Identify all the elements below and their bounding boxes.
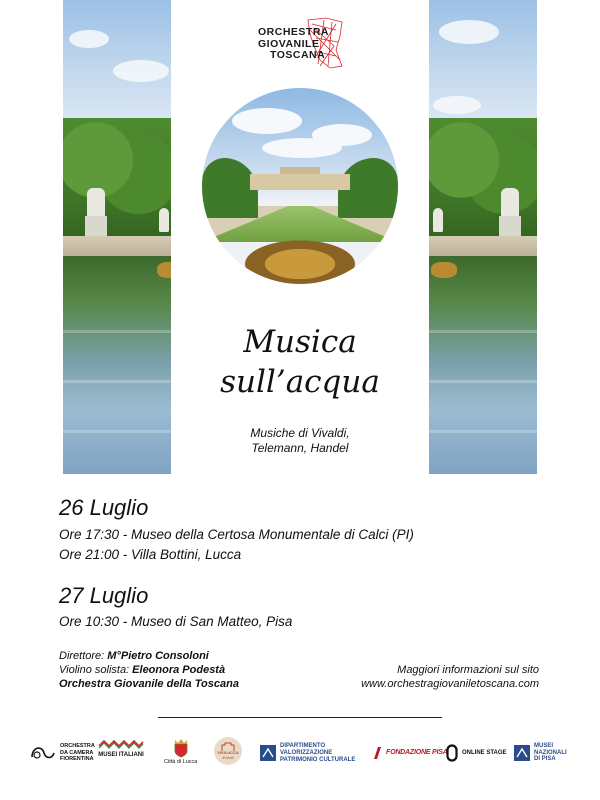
date-heading: 27 Luglio xyxy=(59,583,149,608)
dipartimento-line1: DIPARTIMENTO xyxy=(280,742,326,749)
dipartimento-line3: PATRIMONIO CULTURALE xyxy=(280,756,356,763)
director-credit xyxy=(59,650,209,662)
right-photo-panel xyxy=(429,0,537,474)
sponsor-lucca xyxy=(164,738,197,768)
event-line: Ore 10:30 - Museo di San Matteo, Pisa xyxy=(59,614,293,629)
dipartimento-line2: VALORIZZAZIONE xyxy=(280,749,333,756)
online-stage-label: ONLINE STAGE xyxy=(462,749,507,756)
sponsor-ocf xyxy=(30,738,95,768)
sponsor-musei-italiani xyxy=(98,738,144,768)
ocf-line3: FIORENTINA xyxy=(60,756,94,763)
lucca-label: Città di Lucca xyxy=(164,759,198,765)
vivilucca-badge xyxy=(214,737,242,765)
title-line1: Musica xyxy=(243,324,357,360)
concert-subtitle xyxy=(200,426,400,456)
ocf-line2: DA CAMERA xyxy=(60,749,94,756)
event-line: Ore 21:00 - Villa Bottini, Lucca xyxy=(59,547,242,562)
soloist-name: Eleonora Podestà xyxy=(132,664,226,676)
musei-nazionali-line2: NAZIONALI xyxy=(534,749,567,756)
logo-line2: GIOVANILE xyxy=(258,37,320,50)
soloist-credit xyxy=(59,664,225,676)
vivilucca-line2: Eventi xyxy=(222,754,234,760)
logo-line1: ORCHESTRA xyxy=(258,26,330,38)
event-line: Ore 17:30 - Museo della Certosa Monumentale di Calci (PI) xyxy=(59,527,414,542)
musei-nazionali-line3: DI PISA xyxy=(534,756,556,763)
musei-nazionali-line1: MUSEI xyxy=(534,743,554,750)
violin-scroll-icon xyxy=(30,743,56,763)
vivilucca-line1: VIVILUCCA xyxy=(217,750,239,755)
ministry-logo-icon xyxy=(260,745,276,761)
sponsor-online-stage xyxy=(446,738,507,768)
subtitle-line1: Musiche di Vivaldi, xyxy=(250,426,350,440)
lucca-crest-icon xyxy=(172,738,190,758)
divider xyxy=(158,717,442,718)
musei-italiani-wave-icon xyxy=(98,738,144,750)
info-label: Maggiori informazioni sul sito xyxy=(397,664,539,676)
fondazione-mark-icon xyxy=(372,746,382,760)
website-link[interactable]: www.orchestragiovaniletoscana.com xyxy=(361,678,539,690)
director-label: Direttore: xyxy=(59,650,108,662)
online-stage-icon xyxy=(446,744,458,762)
ocf-line1: ORCHESTRA xyxy=(60,743,95,750)
left-photo-panel xyxy=(63,0,171,474)
subtitle-line2: Telemann, Handel xyxy=(251,441,349,455)
director-name: M°Pietro Consoloni xyxy=(107,650,209,662)
orchestra-logo-text xyxy=(258,27,329,62)
orchestra-credit xyxy=(59,678,239,690)
sponsor-vivilucca xyxy=(214,736,242,766)
title-line2: sull’acqua xyxy=(220,364,380,400)
palace-circle-photo xyxy=(202,88,398,284)
soloist-label: Violino solista: xyxy=(59,664,133,676)
musei-italiani-label: MUSEI ITALIANI xyxy=(98,752,144,758)
logo-line3: TOSCANA xyxy=(270,49,326,61)
fondazione-label: FONDAZIONE PISA xyxy=(386,748,448,756)
orchestra-name: Orchestra Giovanile della Toscana xyxy=(59,678,239,690)
sponsor-musei-nazionali xyxy=(514,738,567,768)
sponsor-fondazione-pisa xyxy=(372,738,448,768)
concert-title xyxy=(180,322,420,402)
date-heading: 26 Luglio xyxy=(59,495,149,520)
sponsor-dipartimento xyxy=(260,738,355,768)
musei-nazionali-logo-icon xyxy=(514,745,530,761)
